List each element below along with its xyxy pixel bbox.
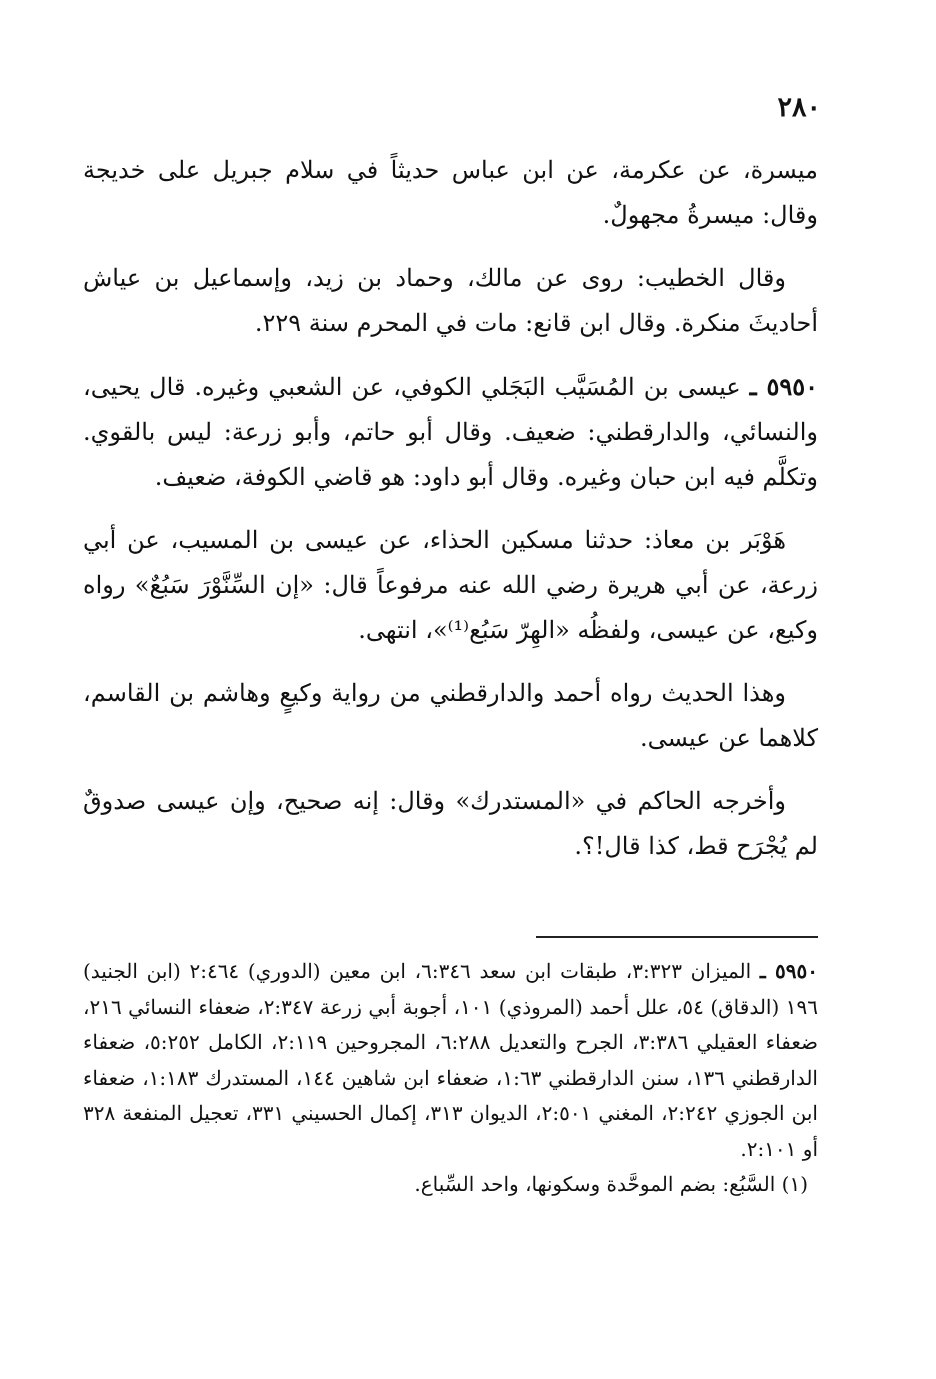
page-number: ٢٨٠ (777, 92, 821, 123)
paragraph-hakim: وأخرجه الحاكم في «المستدرك» وقال: إنه صحيح، وإن عيسى صدوقٌ لم يُجْرَح قط، كذا قال!؟. (83, 787, 818, 860)
footnote-1: (١) السَّبُع: بضم الموحَّدة وسكونها، واحد السِّباع. (414, 1172, 808, 1196)
paragraph-ahmad: وهذا الحديث رواه أحمد والدارقطني من رواية وكيعٍ وهاشم بن القاسم، كلاهما عن عيسى. (83, 679, 818, 752)
footnote-entry-number: ٥٩٥٠ ـ (759, 959, 819, 983)
footnote-sources-text: الميزان ٣:٣٢٣، طبقات ابن سعد ٦:٣٤٦، ابن معين (الدوري) ٢:٤٦٤ (ابن الجنيد) ١٩٦ (الدقاق) ٥٤، علل أحمد (المروذي) ١٠١، أجوبة أبي زرعة ٢:٣٤٧، ضعفاء النسائي ٢١٦، ضعفاء العقيلي ٣:٣٨٦، الجرح والتعديل ٦:٢٨٨، المجروحين ٢:١١٩، الكامل ٥:٢٥٢، ضعفاء الدارقطني ١٣٦، سنن الدارقطني ١:٦٣، ضعفاء ابن شاهين ١٤٤، المستدرك ١:١٨٣، ضعفاء ابن الجوزي ٢:٢٤٢، المغني ٢:٥٠١، الديوان ٣١٣، إكمال الحسيني ٣٣١، تعجيل المنفعة ٣٢٨ أو ٢:١٠١. (83, 959, 818, 1161)
paragraph-hadith: هَوْبَر بن معاذ: حدثنا مسكين الحذاء، عن عيسى بن المسيب، عن أبي زرعة، عن أبي هريرة رضي الله عنه مرفوعاً قال: «إن السِّنَّوْرَ سَبُعٌ» رواه وكيع، عن عيسى، ولفظُه «الهِرّ سَبُع⁽¹⁾»، انتهى. (83, 526, 818, 644)
entry-5950 (83, 364, 818, 500)
paragraph-khatib: وقال الخطيب: روى عن مالك، وحماد بن زيد، وإسماعيل بن عياش أحاديثَ منكرة. وقال ابن قانع: مات في المحرم سنة ٢٢٩. (83, 264, 818, 337)
footnote-divider (536, 936, 818, 938)
paragraph-continuation: ميسرة، عن عكرمة، عن ابن عباس حديثاً في سلام جبريل على خديجة وقال: ميسرةُ مجهولٌ. (83, 156, 818, 229)
entry-text: عيسى بن المُسَيَّب البَجَلي الكوفي، عن الشعبي وغيره. قال يحيى، والنسائي، والدارقطني: ضعيف. وقال أبو حاتم، وأبو زرعة: ليس بالقوي. وتكلَّم فيه ابن حبان وغيره. وقال أبو داود: هو قاضي الكوفة، ضعيف. (83, 373, 818, 491)
footnote-sources (83, 954, 818, 1167)
entry-number: ٥٩٥٠ ـ (749, 372, 818, 401)
main-text (83, 148, 818, 887)
footnotes (83, 954, 818, 1203)
